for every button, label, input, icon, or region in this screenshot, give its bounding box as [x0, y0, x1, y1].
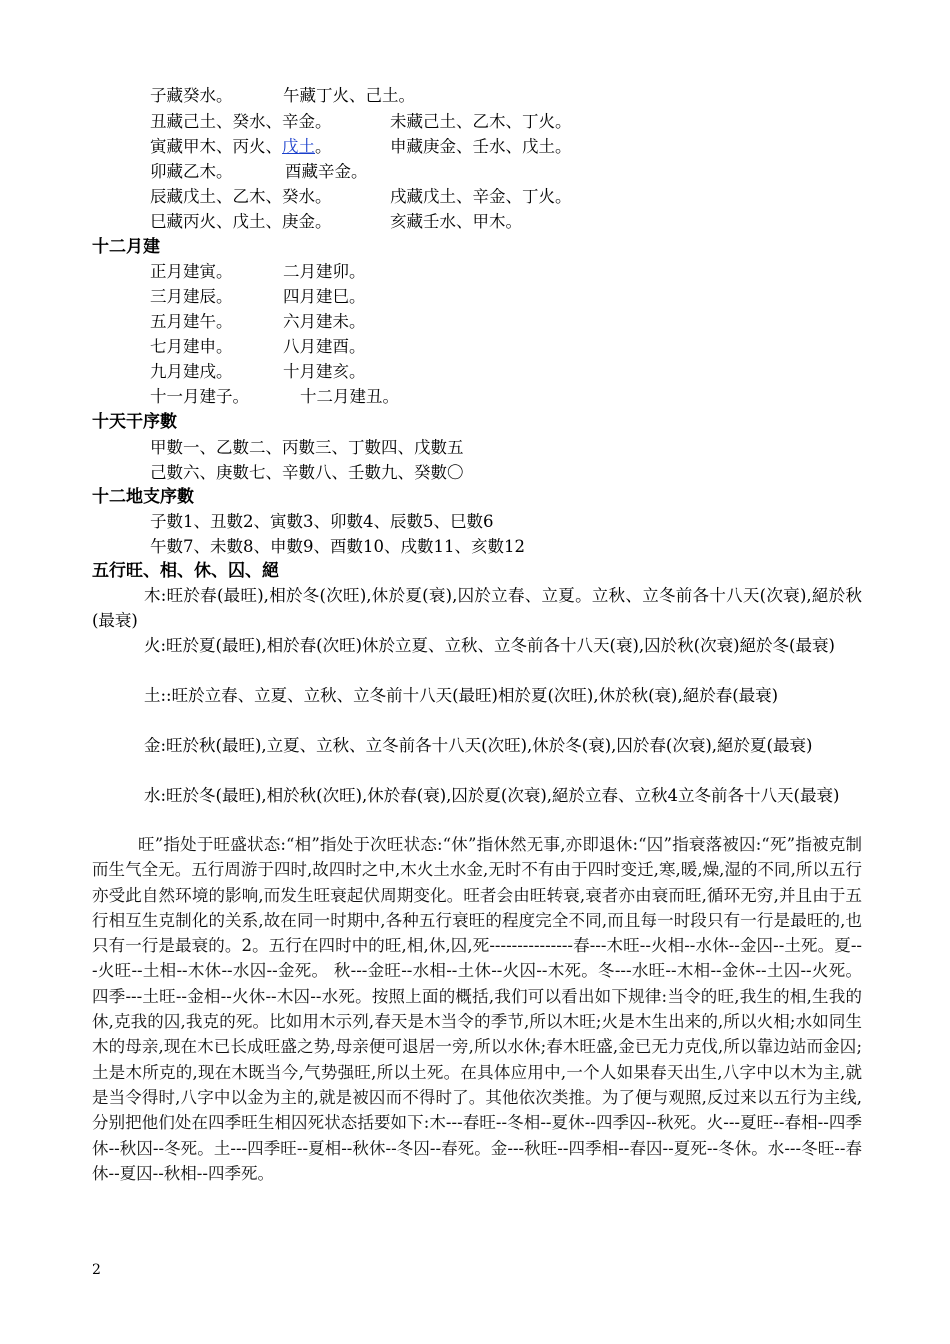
month-left: 九月建戌。	[150, 362, 233, 381]
month-row	[150, 385, 399, 409]
hidden-stem-right: 申藏庚金、壬水、戊土。	[390, 137, 572, 156]
month-row	[150, 260, 366, 284]
month-right: 十二月建丑。	[300, 387, 399, 406]
hidden-stem-right: 戌藏戊土、辛金、丁火。	[390, 187, 572, 206]
month-left: 五月建午。	[150, 312, 233, 331]
wuxing-metal: 金:旺於秋(最旺),立夏、立秋、立冬前各十八天(次旺),休於冬(衰),囚於春(次衰),絕於夏(最衰)	[144, 736, 813, 755]
branches-line-1: 子數1、丑數2、寅數3、卯數4、辰數5、巳數6	[150, 512, 494, 531]
month-row	[150, 360, 366, 384]
hidden-stem-row-si	[150, 210, 522, 234]
month-right: 八月建酉。	[283, 337, 366, 356]
hidden-stem-row-mao	[150, 160, 368, 184]
month-left: 十一月建子。	[150, 387, 249, 406]
page-number: 2	[92, 1262, 101, 1278]
month-row	[150, 335, 366, 359]
month-right: 四月建巳。	[283, 287, 366, 306]
hidden-stem-right: 未藏己土、乙木、丁火。	[390, 112, 572, 131]
hidden-stem-left: 寅藏甲木、丙火、	[150, 137, 282, 156]
branches-line-2: 午數7、未數8、申數9、酉數10、戌數11、亥數12	[150, 537, 525, 556]
heading-months: 十二月建	[92, 237, 160, 257]
month-right: 二月建卯。	[283, 262, 366, 281]
heading-stems: 十天干序數	[92, 412, 177, 432]
hidden-stem-left: 卯藏乙木。	[150, 162, 233, 181]
heading-wuxing: 五行旺、相、休、囚、絕	[92, 561, 279, 581]
hidden-stem-right: 午藏丁火、己土。	[283, 86, 415, 105]
hidden-stem-left: 子藏癸水。	[150, 86, 233, 105]
wuxing-earth: 土::旺於立春、立夏、立秋、立冬前十八天(最旺)相於夏(次旺),休於秋(衰),絕於春(最衰)	[144, 686, 779, 705]
wuxing-water: 水:旺於冬(最旺),相於秋(次旺),休於春(衰),囚於夏(次衰),絕於立春、立秋4立冬前各十八天(最衰)	[144, 786, 840, 805]
month-row	[150, 310, 366, 334]
hidden-stem-left-tail: 。	[315, 137, 332, 156]
month-right: 六月建未。	[283, 312, 366, 331]
hidden-stem-row-chou	[150, 110, 572, 134]
wuxing-wood: 木:旺於春(最旺),相於冬(次旺),休於夏(衰),囚於立春、立夏。立秋、立冬前各十八天(次衰),絕於秋(最衰)	[92, 586, 862, 630]
month-right: 十月建亥。	[283, 362, 366, 381]
stems-line-1: 甲數一、乙數二、丙數三、丁數四、戊數五	[150, 438, 464, 457]
hidden-stem-right: 亥藏壬水、甲木。	[390, 212, 522, 231]
stems-line-2: 己數六、庚數七、辛數八、壬數九、癸數〇	[150, 463, 464, 482]
month-left: 七月建申。	[150, 337, 233, 356]
month-left: 正月建寅。	[150, 262, 233, 281]
wuxing-fire: 火:旺於夏(最旺),相於春(次旺)休於立夏、立秋、立冬前各十八天(衰),囚於秋(次衰)絕於冬(最衰)	[144, 636, 835, 655]
month-row	[150, 285, 366, 309]
hidden-stem-left: 巳藏丙火、戊土、庚金。	[150, 212, 332, 231]
hidden-stem-row-chen	[150, 185, 572, 209]
wu-tu-link[interactable]: 戊土	[282, 137, 315, 156]
hidden-stem-left: 辰藏戊土、乙木、癸水。	[150, 187, 332, 206]
hidden-stem-row-zi	[150, 84, 415, 108]
wuxing-explanation: 旺”指处于旺盛状态:“相”指处于次旺状态:“休”指休然无事,亦即退休:“囚”指衰落被囚:“死”指被克制而生气全无。五行周游于四时,故四时之中,木火土水金,无时不有由于四时变迁,寒,暖,燥,湿的不同,所以五行亦受此自然环境的影响,而发生旺衰起伏周期变化。旺者会由旺转衰,衰者亦由衰而旺,循环无穷,并且由于五行相互生克制化的关系,故在同一时期中,各种五行衰旺的程度完全不同,而且每一时段只有一行是最旺的,也只有一行是最衰的。2。五行在四时中的旺,相,休,囚,死---------------春---木旺--火相--水休--金囚--土死。夏---火旺--土相--木休--水囚--金死。 秋---金旺--水相--土休--火囚--木死。冬---水旺--木相--金休--土囚--火死。四季---土旺--金相--火休--木囚--水死。按照上面的概括,我们可以看出如下规律:当令的旺,我生的相,生我的休,克我的囚,我克的死。比如用木示列,春天是木当令的季节,所以木旺;火是木生出来的,所以火相;水如同生木的母亲,现在木已长成旺盛之势,母亲便可退居一旁,所以水休;春木旺盛,金已无力克伐,所以靠边站而金囚;土是木所克的,现在木既当今,气势强旺,所以土死。在具体应用中,一个人如果春天出生,八字中以木为主,就是当令得时,八字中以金为主的,就是被囚而不得时了。其他依次类推。为了便与观照,反过来以五行为主线,分别把他们处在四季旺生相囚死状态括要如下:木---春旺--冬相--夏休--四季囚--秋死。火---夏旺--春相--四季休--秋囚--冬死。土---四季旺--夏相--秋休--冬囚--春死。金---秋旺--四季相--春囚--夏死--冬休。水---冬旺--春休--夏囚--秋相--四季死。	[92, 835, 862, 1183]
month-left: 三月建辰。	[150, 287, 233, 306]
heading-branches: 十二地支序數	[92, 487, 194, 507]
hidden-stem-row-yin	[150, 135, 572, 159]
hidden-stem-right: 酉藏辛金。	[285, 162, 368, 181]
hidden-stem-left: 丑藏己土、癸水、辛金。	[150, 112, 332, 131]
